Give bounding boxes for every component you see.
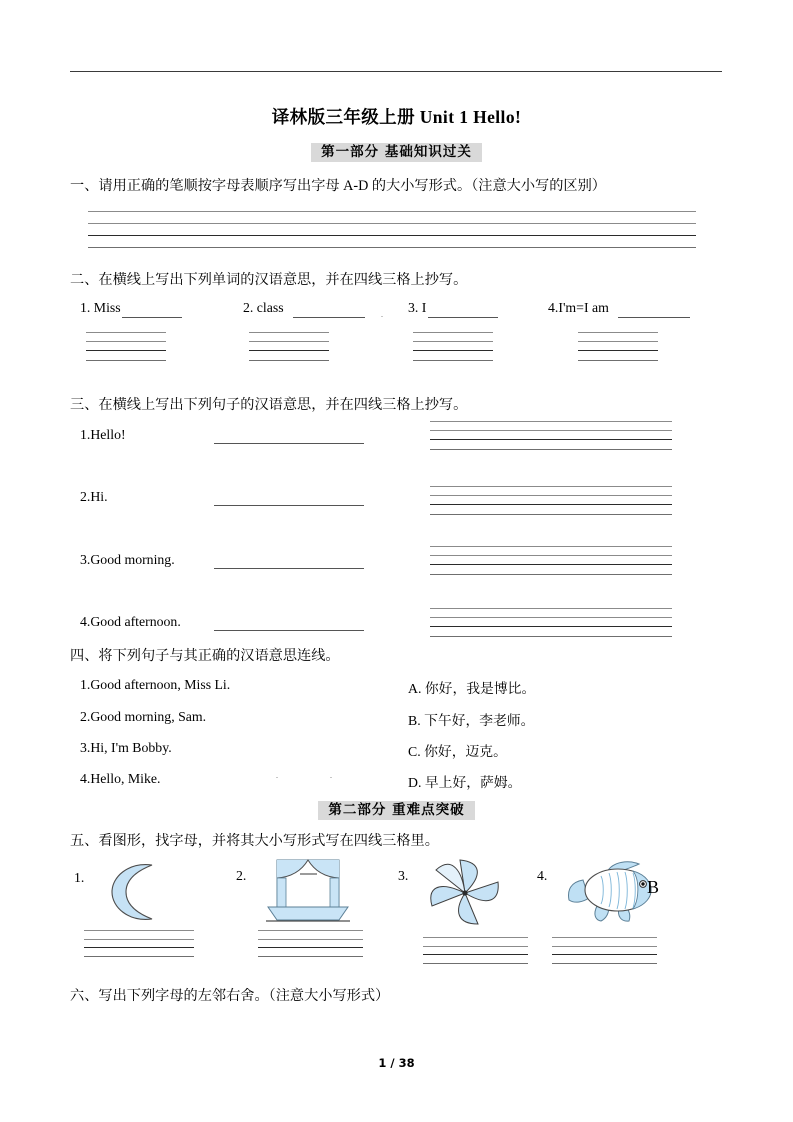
stray-mark: . xyxy=(381,310,383,319)
word-answer-blank-1[interactable] xyxy=(122,317,182,318)
grid-baseline xyxy=(430,439,672,440)
grid-line-1 xyxy=(84,930,194,931)
grid-line-4 xyxy=(249,360,329,361)
grid-baseline xyxy=(84,947,194,948)
grid-baseline xyxy=(423,954,528,955)
sentence-answer-blank-1[interactable] xyxy=(214,443,364,444)
stray-mark: . xyxy=(330,771,332,780)
grid-line-2 xyxy=(552,946,657,947)
grid-line-4 xyxy=(413,360,493,361)
question-2-prompt: 二、在横线上写出下列单词的汉语意思，并在四线三格上抄写。 xyxy=(70,272,468,288)
stray-mark: . xyxy=(276,771,278,780)
grid-baseline xyxy=(430,564,672,565)
part-one-banner xyxy=(0,140,793,160)
grid-line-1 xyxy=(249,332,329,333)
question-1-prompt: 一、请用正确的笔顺按字母表顺序写出字母 A-D 的大小写形式。（注意大小写的区别） xyxy=(70,178,606,194)
part-one-banner-label: 第一部分 基础知识过关 xyxy=(311,143,482,162)
grid-line-1 xyxy=(86,332,166,333)
grid-line-4 xyxy=(88,247,696,248)
grid-line-4 xyxy=(258,956,363,957)
sentence-label-1: 1.Hello! xyxy=(80,427,126,442)
question-4-prompt: 四、将下列句子与其正确的汉语意思连线。 xyxy=(70,648,340,664)
picture-number-2: 2. xyxy=(236,868,247,883)
fish-letter-label: B xyxy=(647,877,660,897)
grid-baseline xyxy=(578,350,658,351)
grid-line-2 xyxy=(430,555,672,556)
question-3-four-line-grid-2[interactable] xyxy=(430,486,672,514)
crescent-moon-icon xyxy=(98,860,172,929)
pinwheel-icon xyxy=(422,858,508,933)
grid-line-2 xyxy=(86,341,166,342)
question-2-four-line-grid-1[interactable] xyxy=(86,332,166,360)
picture-number-1: 1. xyxy=(74,870,85,885)
question-3-prompt: 三、在横线上写出下列句子的汉语意思，并在四线三格上抄写。 xyxy=(70,397,468,413)
word-label-2: 2. class xyxy=(243,300,284,315)
grid-line-2 xyxy=(413,341,493,342)
grid-line-2 xyxy=(578,341,658,342)
grid-baseline xyxy=(413,350,493,351)
grid-line-4 xyxy=(552,963,657,964)
question-6-prompt: 六、写出下列字母的左邻右舍。（注意大小写形式） xyxy=(70,988,390,1004)
grid-line-1 xyxy=(423,937,528,938)
question-5-prompt: 五、看图形，找字母，并将其大小写形式写在四线三格里。 xyxy=(70,833,439,849)
match-right-item-c[interactable]: C. 你好，迈克。 xyxy=(408,744,507,759)
grid-line-4 xyxy=(84,956,194,957)
grid-baseline xyxy=(430,504,672,505)
match-left-item-4[interactable]: 4.Hello, Mike. xyxy=(80,771,161,786)
grid-baseline xyxy=(249,350,329,351)
match-left-item-3[interactable]: 3.Hi, I'm Bobby. xyxy=(80,740,172,755)
grid-line-1 xyxy=(413,332,493,333)
question-5-four-line-grid-4[interactable] xyxy=(552,937,657,963)
grid-line-2 xyxy=(430,430,672,431)
grid-line-2 xyxy=(430,495,672,496)
grid-line-2 xyxy=(249,341,329,342)
sentence-label-2: 2.Hi. xyxy=(80,489,108,504)
grid-baseline xyxy=(258,947,363,948)
picture-number-4: 4. xyxy=(537,868,548,883)
grid-line-1 xyxy=(430,421,672,422)
question-2-four-line-grid-3[interactable] xyxy=(413,332,493,360)
sentence-label-3: 3.Good morning. xyxy=(80,552,175,567)
part-two-banner xyxy=(0,798,793,818)
grid-line-1 xyxy=(552,937,657,938)
question-5-four-line-grid-3[interactable] xyxy=(423,937,528,963)
question-3-four-line-grid-3[interactable] xyxy=(430,546,672,574)
question-3-four-line-grid-1[interactable] xyxy=(430,421,672,449)
header-divider xyxy=(70,71,722,72)
page-title: 译林版三年级上册 Unit 1 Hello! xyxy=(271,107,522,127)
grid-baseline xyxy=(86,350,166,351)
question-5-four-line-grid-2[interactable] xyxy=(258,930,363,956)
match-right-item-b[interactable]: B. 下午好，李老师。 xyxy=(408,713,535,728)
word-label-4: 4.I'm=I am xyxy=(548,300,609,315)
page-number: 1 / 38 xyxy=(378,1056,415,1070)
part-two-banner-label: 第二部分 重难点突破 xyxy=(318,801,474,820)
grid-line-4 xyxy=(430,449,672,450)
question-3-four-line-grid-4[interactable] xyxy=(430,608,672,636)
grid-line-4 xyxy=(423,963,528,964)
match-left-item-2[interactable]: 2.Good morning, Sam. xyxy=(80,709,207,724)
sentence-answer-blank-4[interactable] xyxy=(214,630,364,631)
grid-baseline xyxy=(430,626,672,627)
grid-line-1 xyxy=(258,930,363,931)
stage-curtain-icon xyxy=(260,858,356,929)
grid-baseline xyxy=(88,235,696,236)
word-answer-blank-3[interactable] xyxy=(428,317,498,318)
word-label-1: 1. Miss xyxy=(80,300,121,315)
grid-line-1 xyxy=(430,546,672,547)
grid-line-2 xyxy=(88,223,696,224)
sentence-answer-blank-3[interactable] xyxy=(214,568,364,569)
grid-line-1 xyxy=(430,608,672,609)
match-right-item-d[interactable]: D. 早上好，萨姆。 xyxy=(408,775,522,790)
match-left-item-1[interactable]: 1.Good afternoon, Miss Li. xyxy=(80,677,231,692)
grid-baseline xyxy=(552,954,657,955)
word-label-3: 3. I xyxy=(408,300,427,315)
grid-line-4 xyxy=(86,360,166,361)
grid-line-4 xyxy=(430,574,672,575)
question-2-four-line-grid-4[interactable] xyxy=(578,332,658,360)
picture-number-3: 3. xyxy=(398,868,409,883)
question-2-four-line-grid-2[interactable] xyxy=(249,332,329,360)
grid-line-4 xyxy=(430,514,672,515)
grid-line-2 xyxy=(423,946,528,947)
grid-line-2 xyxy=(84,939,194,940)
grid-line-4 xyxy=(430,636,672,637)
grid-line-1 xyxy=(88,211,696,212)
match-right-item-a[interactable]: A. 你好，我是博比。 xyxy=(408,681,536,696)
word-answer-blank-2[interactable] xyxy=(293,317,365,318)
question-1-four-line-grid[interactable] xyxy=(88,211,696,247)
grid-line-2 xyxy=(430,617,672,618)
question-5-four-line-grid-1[interactable] xyxy=(84,930,194,956)
grid-line-2 xyxy=(258,939,363,940)
word-answer-blank-4[interactable] xyxy=(618,317,690,318)
grid-line-1 xyxy=(430,486,672,487)
sentence-label-4: 4.Good afternoon. xyxy=(80,614,181,629)
grid-line-1 xyxy=(578,332,658,333)
sentence-answer-blank-2[interactable] xyxy=(214,505,364,506)
grid-line-4 xyxy=(578,360,658,361)
